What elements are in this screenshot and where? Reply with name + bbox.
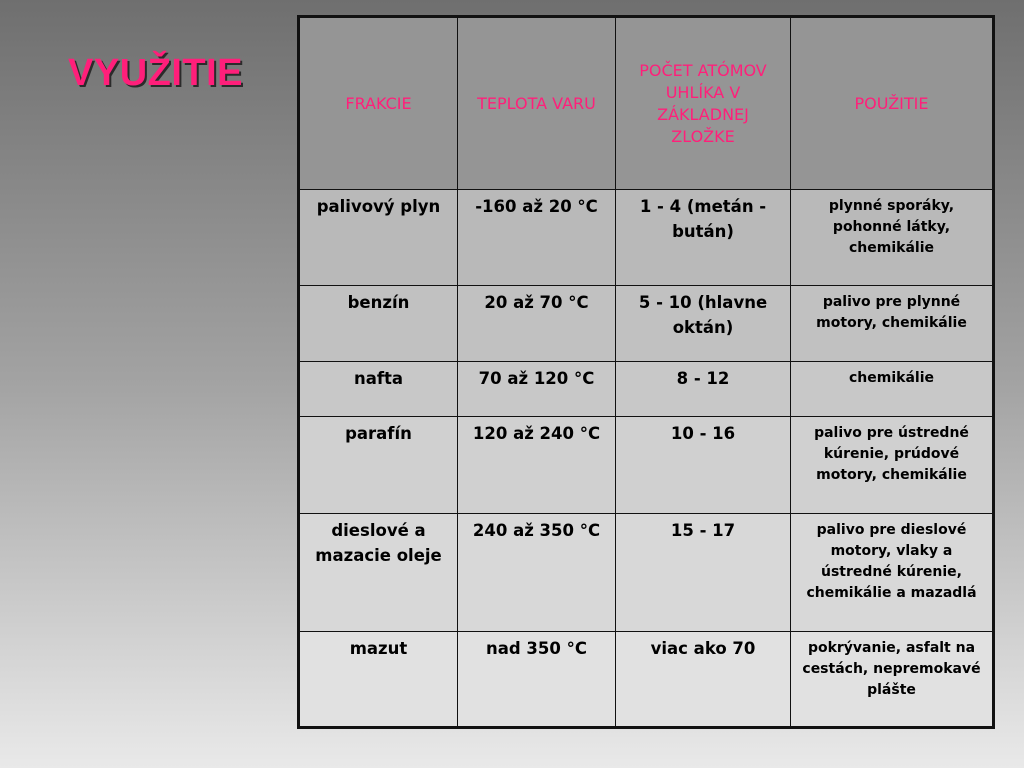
cell-carbon-atoms: 1 - 4 (metán - bután)	[616, 190, 791, 286]
cell-boiling-point: 240 až 350 °C	[458, 514, 616, 632]
cell-carbon-atoms: 10 - 16	[616, 417, 791, 514]
slide-title: VYUŽITIE	[68, 52, 244, 94]
cell-boiling-point: 20 až 70 °C	[458, 286, 616, 362]
cell-fraction: dieslové a mazacie oleje	[299, 514, 458, 632]
table-row	[299, 286, 994, 362]
header-fraction: FRAKCIE	[299, 17, 458, 190]
table-row	[299, 362, 994, 417]
cell-carbon-atoms: 5 - 10 (hlavne oktán)	[616, 286, 791, 362]
cell-usage: palivo pre plynné motory, chemikálie	[791, 286, 994, 362]
cell-usage: pokrývanie, asfalt na cestách, nepremokavé plášte	[791, 632, 994, 728]
cell-boiling-point: -160 až 20 °C	[458, 190, 616, 286]
cell-fraction: parafín	[299, 417, 458, 514]
header-boiling-point: TEPLOTA VARU	[458, 17, 616, 190]
header-carbon-atoms: POČET ATÓMOV UHLÍKA V ZÁKLADNEJ ZLOŽKE	[616, 17, 791, 190]
table-body	[299, 190, 994, 728]
cell-usage: chemikálie	[791, 362, 994, 417]
table-row	[299, 417, 994, 514]
cell-fraction: nafta	[299, 362, 458, 417]
cell-carbon-atoms: 15 - 17	[616, 514, 791, 632]
cell-usage: plynné sporáky, pohonné látky, chemikálie	[791, 190, 994, 286]
cell-fraction: benzín	[299, 286, 458, 362]
cell-boiling-point: 70 až 120 °C	[458, 362, 616, 417]
table-row	[299, 632, 994, 728]
fractions-table	[297, 15, 995, 729]
cell-fraction: palivový plyn	[299, 190, 458, 286]
header-usage: POUŽITIE	[791, 17, 994, 190]
cell-carbon-atoms: 8 - 12	[616, 362, 791, 417]
cell-boiling-point: 120 až 240 °C	[458, 417, 616, 514]
cell-usage: palivo pre ústredné kúrenie, prúdové motory, chemikálie	[791, 417, 994, 514]
cell-boiling-point: nad 350 °C	[458, 632, 616, 728]
cell-fraction: mazut	[299, 632, 458, 728]
cell-usage: palivo pre dieslové motory, vlaky a ústredné kúrenie, chemikálie a mazadlá	[791, 514, 994, 632]
table-header	[299, 17, 994, 190]
header-row	[299, 17, 994, 190]
table-row	[299, 514, 994, 632]
table-row	[299, 190, 994, 286]
cell-carbon-atoms: viac ako 70	[616, 632, 791, 728]
